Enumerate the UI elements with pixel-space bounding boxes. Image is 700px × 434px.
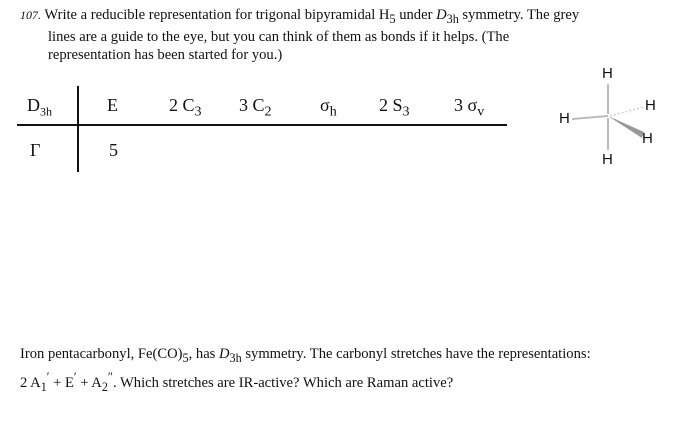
class-2S3: 2 $S_3$ [379, 95, 410, 120]
trigonal-bipyramid-diagram [552, 62, 672, 177]
bond-right [610, 107, 644, 116]
class-2C3: 2 $C_3$ [169, 95, 202, 120]
bond-front-wedge [608, 116, 644, 138]
h-atom-back: H [645, 97, 656, 114]
gamma-row-label: Γ [30, 140, 41, 160]
bond-left [572, 116, 608, 119]
question-number: 107. [20, 8, 41, 22]
table-column-rule [77, 86, 79, 172]
h-atom-front: H [642, 130, 653, 147]
fe-co5-question [20, 345, 690, 397]
class-3sigma-v: 3 $\sigma_v$ [454, 95, 485, 120]
question-text: 107. Write a reducible representation for trigonal bipyramidal $H_5$ under $D_{3h}$ symmetry. The grey lines are a guide to the eye, but you can think of them as bonds if it helps. (The representation has been started for you.) [20, 7, 580, 63]
table-header-rule [17, 124, 507, 126]
fe-co5-line2: 2 $A_1' + E' + A_2''$. Which stretches are IR-active? Which are Raman active? [20, 369, 454, 394]
h-atom-top: H [602, 65, 613, 82]
class-sigma-h: $\sigma_h$ [320, 95, 337, 120]
character-table [17, 86, 527, 178]
h-atom-left: H [559, 110, 570, 127]
class-E: E [107, 95, 118, 115]
point-group-label: $D_{3h}$ [27, 95, 52, 119]
fe-co5-line1: Iron pentacarbonyl, $Fe(CO)_5$, has $D_{3h}$ symmetry. The carbonyl stretches have the representations: [20, 346, 591, 365]
gamma-E-character: 5 [109, 140, 118, 160]
class-3C2: 3 $C_2$ [239, 95, 272, 120]
h-atom-bottom: H [602, 151, 613, 168]
